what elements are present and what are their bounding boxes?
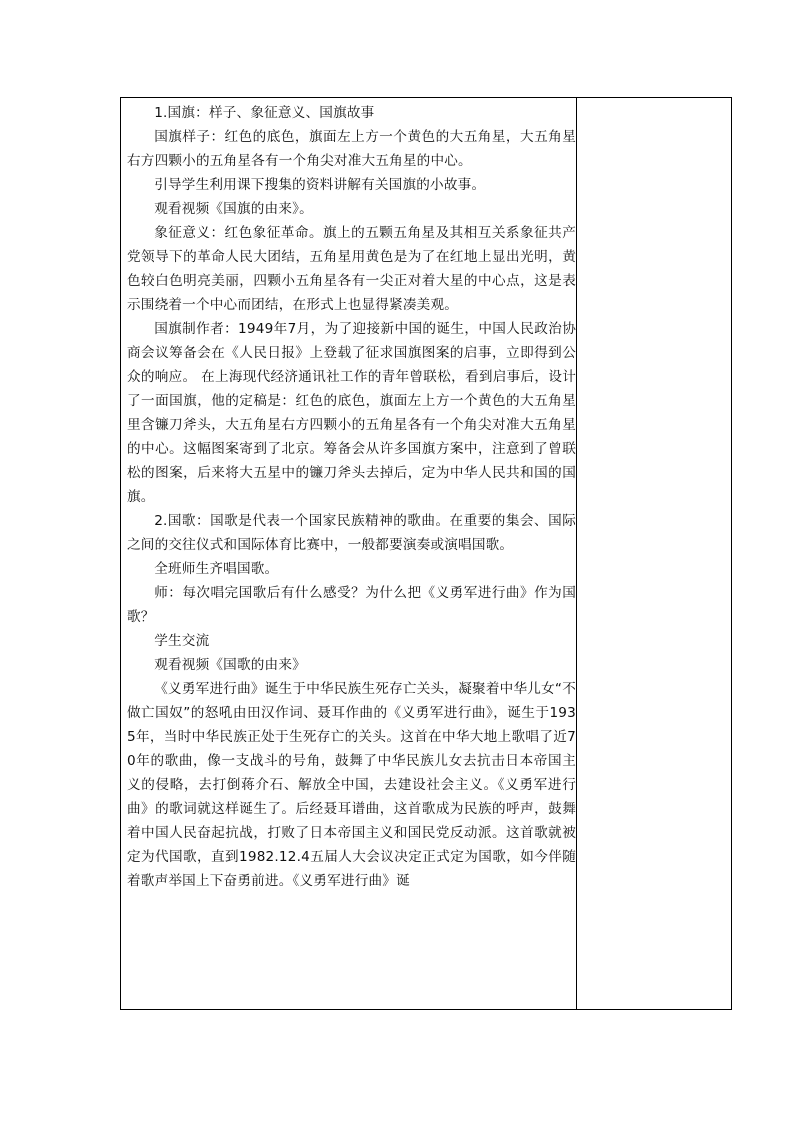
paragraph-student-discussion: 学生交流 [154, 633, 210, 649]
paragraph-sing-anthem: 全班师生齐唱国歌。 [154, 561, 279, 577]
paragraph-flag-video: 观看视频《国旗的由来》。 [154, 201, 313, 217]
paragraph-flag-symbolism: 象征意义：红色象征革命。旗上的五颗五角星及其相互关系象征共产党领导下的革命人民大团结，五角星用黄色是为了在红地上显出光明，黄色较白色明亮美丽，四颗小五角星各有一尖正对着大星的中心点，这是表示围绕着一个中心而团结，在形式上也显得紧凑美观。 [127, 225, 576, 313]
lesson-table [120, 97, 732, 1010]
notes-cell [577, 98, 731, 1009]
paragraph-flag-heading: 1.国旗：样子、象征意义、国旗故事 [154, 105, 375, 121]
paragraph-anthem-video: 观看视频《国歌的由来》 [154, 657, 306, 673]
paragraph-anthem-heading: 2.国歌：国歌是代表一个国家民族精神的歌曲。在重要的集会、国际之间的交往仪式和国际体育比赛中，一般都要演奏或演唱国歌。 [127, 513, 576, 553]
paragraph-flag-story-guide: 引导学生利用课下搜集的资料讲解有关国旗的小故事。 [154, 177, 486, 193]
paragraph-flag-designer: 国旗制作者：1949年7月，为了迎接新中国的诞生，中国人民政治协商会议筹备会在《人民日报》上登载了征求国旗图案的启事，立即得到公众的响应。 在上海现代经济通讯社工作的青年曾联松，看到启事后，设计了一面国旗，他的定稿是：红色的底色，旗面左上方一个黄色的大五角星里含镰刀斧头，大五角星右方四颗小的五角星各有一个角尖对准大五角星的中心。这幅图案寄到了北京。筹备会从许多国旗方案中，注意到了曾联松的图案，后来将大五星中的镰刀斧头去掉后，定为中华人民共和国的国旗。 [127, 321, 576, 505]
paragraph-teacher-question: 师：每次唱完国歌后有什么感受？为什么把《义勇军进行曲》作为国歌？ [127, 585, 576, 625]
paragraph-anthem-history: 《义勇军进行曲》诞生于中华民族生死存亡关头，凝聚着中华儿女“不做亡国奴”的怒吼由田汉作词、聂耳作曲的《义勇军进行曲》，诞生于1935年，当时中华民族正处于生死存亡的关头。这首在中华大地上歌唱了近70年的歌曲，像一支战斗的号角，鼓舞了中华民族儿女去抗击日本帝国主义的侵略，去打倒蒋介石、解放全中国，去建设社会主义。《义勇军进行曲》的歌词就这样诞生了。后经聂耳谱曲，这首歌成为民族的呼声，鼓舞着中国人民奋起抗战，打败了日本帝国主义和国民党反动派。这首歌就被定为代国歌，直到1982.12.4五届人大会议决定正式定为国歌，如今伴随着歌声举国上下奋勇前进。《义勇军进行曲》诞 [127, 681, 576, 889]
lesson-content-cell [121, 98, 577, 1009]
paragraph-flag-appearance: 国旗样子：红色的底色，旗面左上方一个黄色的大五角星，大五角星右方四颗小的五角星各有一个角尖对准大五角星的中心。 [127, 129, 576, 169]
